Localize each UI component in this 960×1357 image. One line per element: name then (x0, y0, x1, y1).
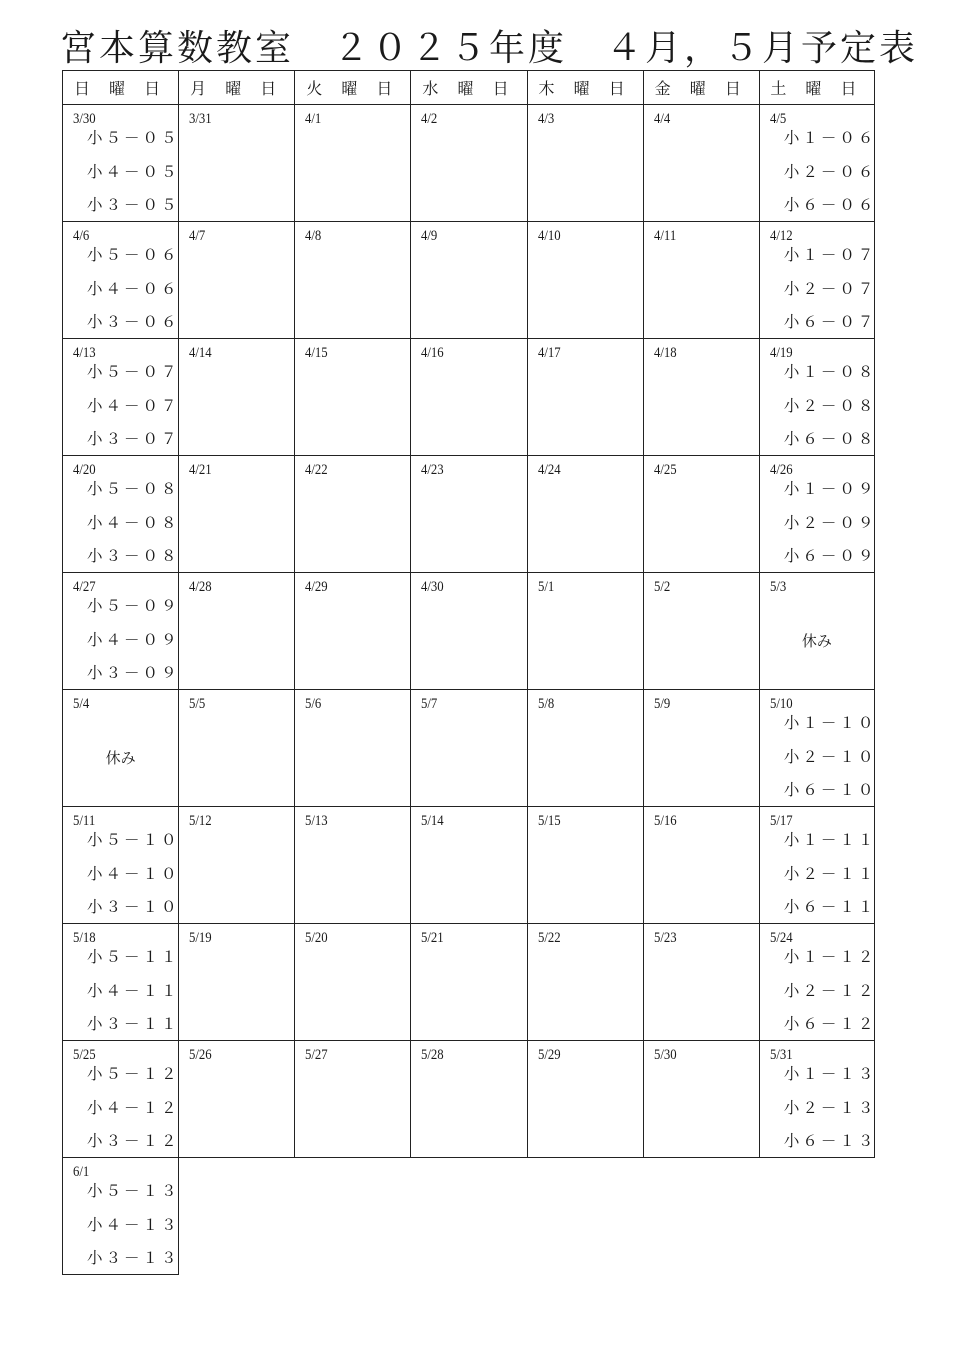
day-date: 4/2 (421, 111, 438, 127)
day-cell (63, 1158, 179, 1275)
lesson-entry: 小５－１３ (87, 1182, 180, 1200)
week-row (63, 690, 875, 807)
lesson-entry: 小１－０８ (783, 363, 877, 381)
lesson-entry: 小６－１２ (783, 1015, 877, 1033)
lesson-entry: 小１－０６ (783, 129, 877, 147)
lesson-entry: 小３－１１ (87, 1015, 180, 1033)
day-cell (527, 105, 643, 222)
day-date: 4/9 (421, 228, 438, 244)
day-cell (179, 105, 295, 222)
day-cell (63, 1041, 179, 1158)
day-date: 4/28 (189, 579, 212, 595)
day-date: 5/25 (73, 1047, 96, 1063)
lesson-entry: 小２－１２ (783, 981, 877, 1000)
day-cell (63, 222, 179, 339)
weeks-body (63, 105, 875, 1275)
day-cell (759, 690, 877, 807)
day-date: 4/26 (769, 462, 793, 478)
day-date: 4/12 (769, 228, 793, 244)
lesson-list (784, 481, 877, 582)
lesson-entry: 小１－０７ (783, 246, 877, 264)
lesson-entry: 小６－０８ (783, 430, 877, 448)
day-date: 4/19 (769, 345, 793, 361)
empty-cell (527, 1158, 643, 1275)
header-wednesday: 水 曜 日 (411, 71, 527, 105)
lesson-entry: 小５－０６ (87, 246, 180, 264)
day-cell (179, 690, 295, 807)
holiday-note: 休み (801, 632, 832, 650)
day-cell (759, 1041, 877, 1158)
lesson-entry: 小３－０８ (87, 547, 180, 565)
day-cell (643, 222, 759, 339)
lesson-entry: 小５－０８ (87, 480, 180, 498)
lesson-entry: 小５－０９ (87, 597, 180, 615)
lesson-entry: 小４－０９ (87, 630, 180, 649)
day-date: 5/17 (769, 813, 793, 829)
day-date: 4/22 (305, 462, 328, 478)
header-friday: 金 曜 日 (643, 71, 759, 105)
holiday-note: 休み (105, 749, 136, 767)
day-cell (643, 807, 759, 924)
lesson-entry: 小３－１０ (87, 898, 180, 916)
day-date: 5/13 (305, 813, 328, 829)
day-date: 5/21 (421, 930, 445, 946)
day-cell (527, 573, 643, 690)
lesson-entry: 小２－１３ (783, 1098, 877, 1117)
day-cell (411, 105, 527, 222)
page-title: 宮本算数教室 ２０２５年度 ４月，５月予定表 (60, 28, 919, 69)
lesson-entry: 小２－１０ (783, 747, 877, 766)
lesson-entry: 小４－０５ (87, 162, 180, 181)
day-date: 5/7 (421, 696, 438, 712)
day-cell (295, 456, 411, 573)
day-cell (759, 339, 877, 456)
day-cell (527, 690, 643, 807)
day-date: 5/22 (537, 930, 561, 946)
lesson-entry: 小４－１３ (87, 1215, 180, 1234)
lesson-entry: 小１－０９ (783, 480, 877, 498)
lesson-entry: 小２－０９ (783, 513, 877, 532)
day-date: 5/23 (653, 930, 677, 946)
day-date: 4/18 (653, 345, 677, 361)
day-cell (643, 573, 759, 690)
week-row (63, 807, 875, 924)
day-date: 5/8 (537, 696, 554, 712)
day-date: 5/29 (537, 1047, 561, 1063)
day-cell (411, 807, 527, 924)
day-date: 4/4 (653, 111, 670, 127)
week-row (63, 222, 875, 339)
lesson-entry: 小２－０８ (783, 396, 877, 415)
day-cell (527, 456, 643, 573)
day-cell (643, 339, 759, 456)
lesson-list (784, 1066, 877, 1167)
lesson-list (784, 130, 877, 231)
day-date: 4/3 (537, 111, 554, 127)
lesson-list (784, 949, 877, 1050)
lesson-list (87, 481, 180, 582)
day-date: 4/8 (305, 228, 322, 244)
lesson-list (87, 247, 180, 348)
day-cell (63, 105, 179, 222)
lesson-entry: 小５－０７ (87, 363, 180, 381)
week-row (63, 105, 875, 222)
lesson-list (87, 1066, 180, 1167)
lesson-list (87, 598, 180, 699)
lesson-list (784, 832, 877, 933)
day-cell (63, 807, 179, 924)
lesson-entry: 小５－０５ (87, 129, 180, 147)
day-date: 4/13 (73, 345, 96, 361)
day-cell (179, 456, 295, 573)
empty-cell (643, 1158, 759, 1275)
header-monday: 月 曜 日 (179, 71, 295, 105)
lesson-list (784, 715, 877, 816)
lesson-entry: 小３－０７ (87, 430, 180, 448)
week-row (63, 924, 875, 1041)
day-cell (295, 924, 411, 1041)
day-date: 4/6 (73, 228, 90, 244)
week-row (63, 339, 875, 456)
lesson-entry: 小６－１１ (783, 898, 877, 916)
day-cell (527, 339, 643, 456)
day-date: 5/5 (189, 696, 206, 712)
empty-cell (411, 1158, 527, 1275)
lesson-entry: 小１－１２ (783, 948, 877, 966)
day-cell (295, 339, 411, 456)
day-cell (179, 339, 295, 456)
day-date: 4/20 (73, 462, 96, 478)
lesson-entry: 小６－１０ (783, 781, 877, 799)
day-cell (295, 807, 411, 924)
lesson-entry: 小３－１３ (87, 1249, 180, 1267)
lesson-entry: 小２－１１ (783, 864, 877, 883)
day-date: 5/20 (305, 930, 328, 946)
day-date: 4/25 (653, 462, 677, 478)
lesson-entry: 小５－１２ (87, 1065, 180, 1083)
lesson-entry: 小４－１１ (87, 981, 180, 1000)
day-cell (411, 573, 527, 690)
day-cell (643, 690, 759, 807)
lesson-entry: 小４－１０ (87, 864, 180, 883)
day-date: 5/16 (653, 813, 677, 829)
day-date: 4/11 (653, 228, 676, 244)
lesson-entry: 小６－０９ (783, 547, 877, 565)
day-cell (643, 105, 759, 222)
day-date: 4/1 (305, 111, 322, 127)
lesson-entry: 小３－０６ (87, 313, 180, 331)
day-cell (63, 690, 179, 807)
lesson-list (87, 364, 180, 465)
day-cell (411, 690, 527, 807)
day-date: 4/10 (537, 228, 561, 244)
day-date: 4/5 (769, 111, 787, 127)
header-sunday: 日 曜 日 (63, 71, 179, 105)
day-cell (527, 924, 643, 1041)
week-row (63, 456, 875, 573)
day-cell (295, 105, 411, 222)
day-cell (295, 573, 411, 690)
day-cell (179, 807, 295, 924)
day-cell (411, 1041, 527, 1158)
day-date: 3/31 (189, 111, 212, 127)
lesson-entry: 小１－１３ (783, 1065, 877, 1083)
day-date: 5/18 (73, 930, 96, 946)
day-date: 5/15 (537, 813, 561, 829)
day-date: 4/30 (421, 579, 445, 595)
day-cell (759, 807, 877, 924)
lesson-entry: 小４－０７ (87, 396, 180, 415)
day-date: 5/2 (653, 579, 670, 595)
lesson-entry: 小３－０５ (87, 196, 180, 214)
header-tuesday: 火 曜 日 (295, 71, 411, 105)
day-date: 5/12 (189, 813, 212, 829)
day-cell (759, 924, 877, 1041)
day-cell (295, 1041, 411, 1158)
day-date: 5/30 (653, 1047, 677, 1063)
day-cell (179, 573, 295, 690)
day-cell (179, 222, 295, 339)
day-cell (63, 339, 179, 456)
day-date: 5/19 (189, 930, 212, 946)
empty-cell (759, 1158, 874, 1275)
day-cell (759, 105, 877, 222)
day-date: 5/1 (537, 579, 554, 595)
day-date: 4/15 (305, 345, 328, 361)
lesson-entry: 小４－０８ (87, 513, 180, 532)
day-cell (527, 807, 643, 924)
day-cell (759, 222, 877, 339)
week-row (63, 1041, 875, 1158)
day-date: 4/29 (305, 579, 328, 595)
day-cell (295, 690, 411, 807)
lesson-list (87, 130, 180, 231)
day-date: 4/21 (189, 462, 212, 478)
day-date: 5/10 (769, 696, 793, 712)
day-date: 3/30 (73, 111, 96, 127)
schedule-table (62, 70, 875, 1275)
day-date: 5/3 (769, 579, 787, 595)
day-cell (527, 222, 643, 339)
lesson-list (87, 949, 180, 1050)
lesson-entry: 小２－０６ (783, 162, 877, 181)
day-date: 6/1 (73, 1164, 90, 1180)
day-date: 5/14 (421, 813, 445, 829)
day-date: 5/27 (305, 1047, 328, 1063)
day-date: 4/27 (73, 579, 96, 595)
day-cell (643, 1041, 759, 1158)
day-cell (759, 456, 877, 573)
day-cell (295, 222, 411, 339)
day-cell (411, 456, 527, 573)
lesson-entry: 小２－０７ (783, 279, 877, 298)
lesson-entry: 小３－１２ (87, 1132, 180, 1150)
day-date: 5/28 (421, 1047, 445, 1063)
weekday-header-row (63, 71, 875, 105)
header-thursday: 木 曜 日 (527, 71, 643, 105)
day-date: 4/7 (189, 228, 206, 244)
day-cell (411, 222, 527, 339)
day-date: 5/9 (653, 696, 670, 712)
lesson-entry: 小１－１０ (783, 714, 877, 732)
empty-cell (179, 1158, 295, 1275)
day-date: 4/23 (421, 462, 445, 478)
day-cell (179, 1041, 295, 1158)
day-date: 4/24 (537, 462, 561, 478)
day-date: 5/24 (769, 930, 793, 946)
day-date: 4/14 (189, 345, 212, 361)
day-date: 5/11 (73, 813, 96, 829)
day-date: 5/31 (769, 1047, 793, 1063)
week-row (63, 573, 875, 690)
lesson-entry: 小４－０６ (87, 279, 180, 298)
day-date: 4/16 (421, 345, 445, 361)
lesson-entry: 小３－０９ (87, 664, 180, 682)
lesson-list (784, 247, 877, 348)
day-cell (643, 456, 759, 573)
day-date: 5/26 (189, 1047, 212, 1063)
lesson-entry: 小４－１２ (87, 1098, 180, 1117)
day-cell (63, 924, 179, 1041)
day-cell (759, 573, 874, 690)
day-cell (527, 1041, 643, 1158)
lesson-entry: 小６－１３ (783, 1132, 877, 1150)
lesson-entry: 小５－１１ (87, 948, 180, 966)
day-date: 5/6 (305, 696, 322, 712)
lesson-entry: 小６－０６ (783, 196, 877, 214)
day-date: 5/4 (73, 696, 90, 712)
day-cell (411, 339, 527, 456)
day-cell (179, 924, 295, 1041)
header-saturday: 土 曜 日 (759, 71, 874, 105)
week-row (63, 1158, 875, 1275)
lesson-entry: 小１－１１ (783, 831, 877, 849)
lesson-list (87, 1183, 180, 1284)
lesson-entry: 小６－０７ (783, 313, 877, 331)
empty-cell (295, 1158, 411, 1275)
day-cell (63, 573, 179, 690)
lesson-list (87, 832, 180, 933)
day-cell (63, 456, 179, 573)
day-date: 4/17 (537, 345, 561, 361)
day-cell (643, 924, 759, 1041)
day-cell (411, 924, 527, 1041)
lesson-entry: 小５－１０ (87, 831, 180, 849)
lesson-list (784, 364, 877, 465)
